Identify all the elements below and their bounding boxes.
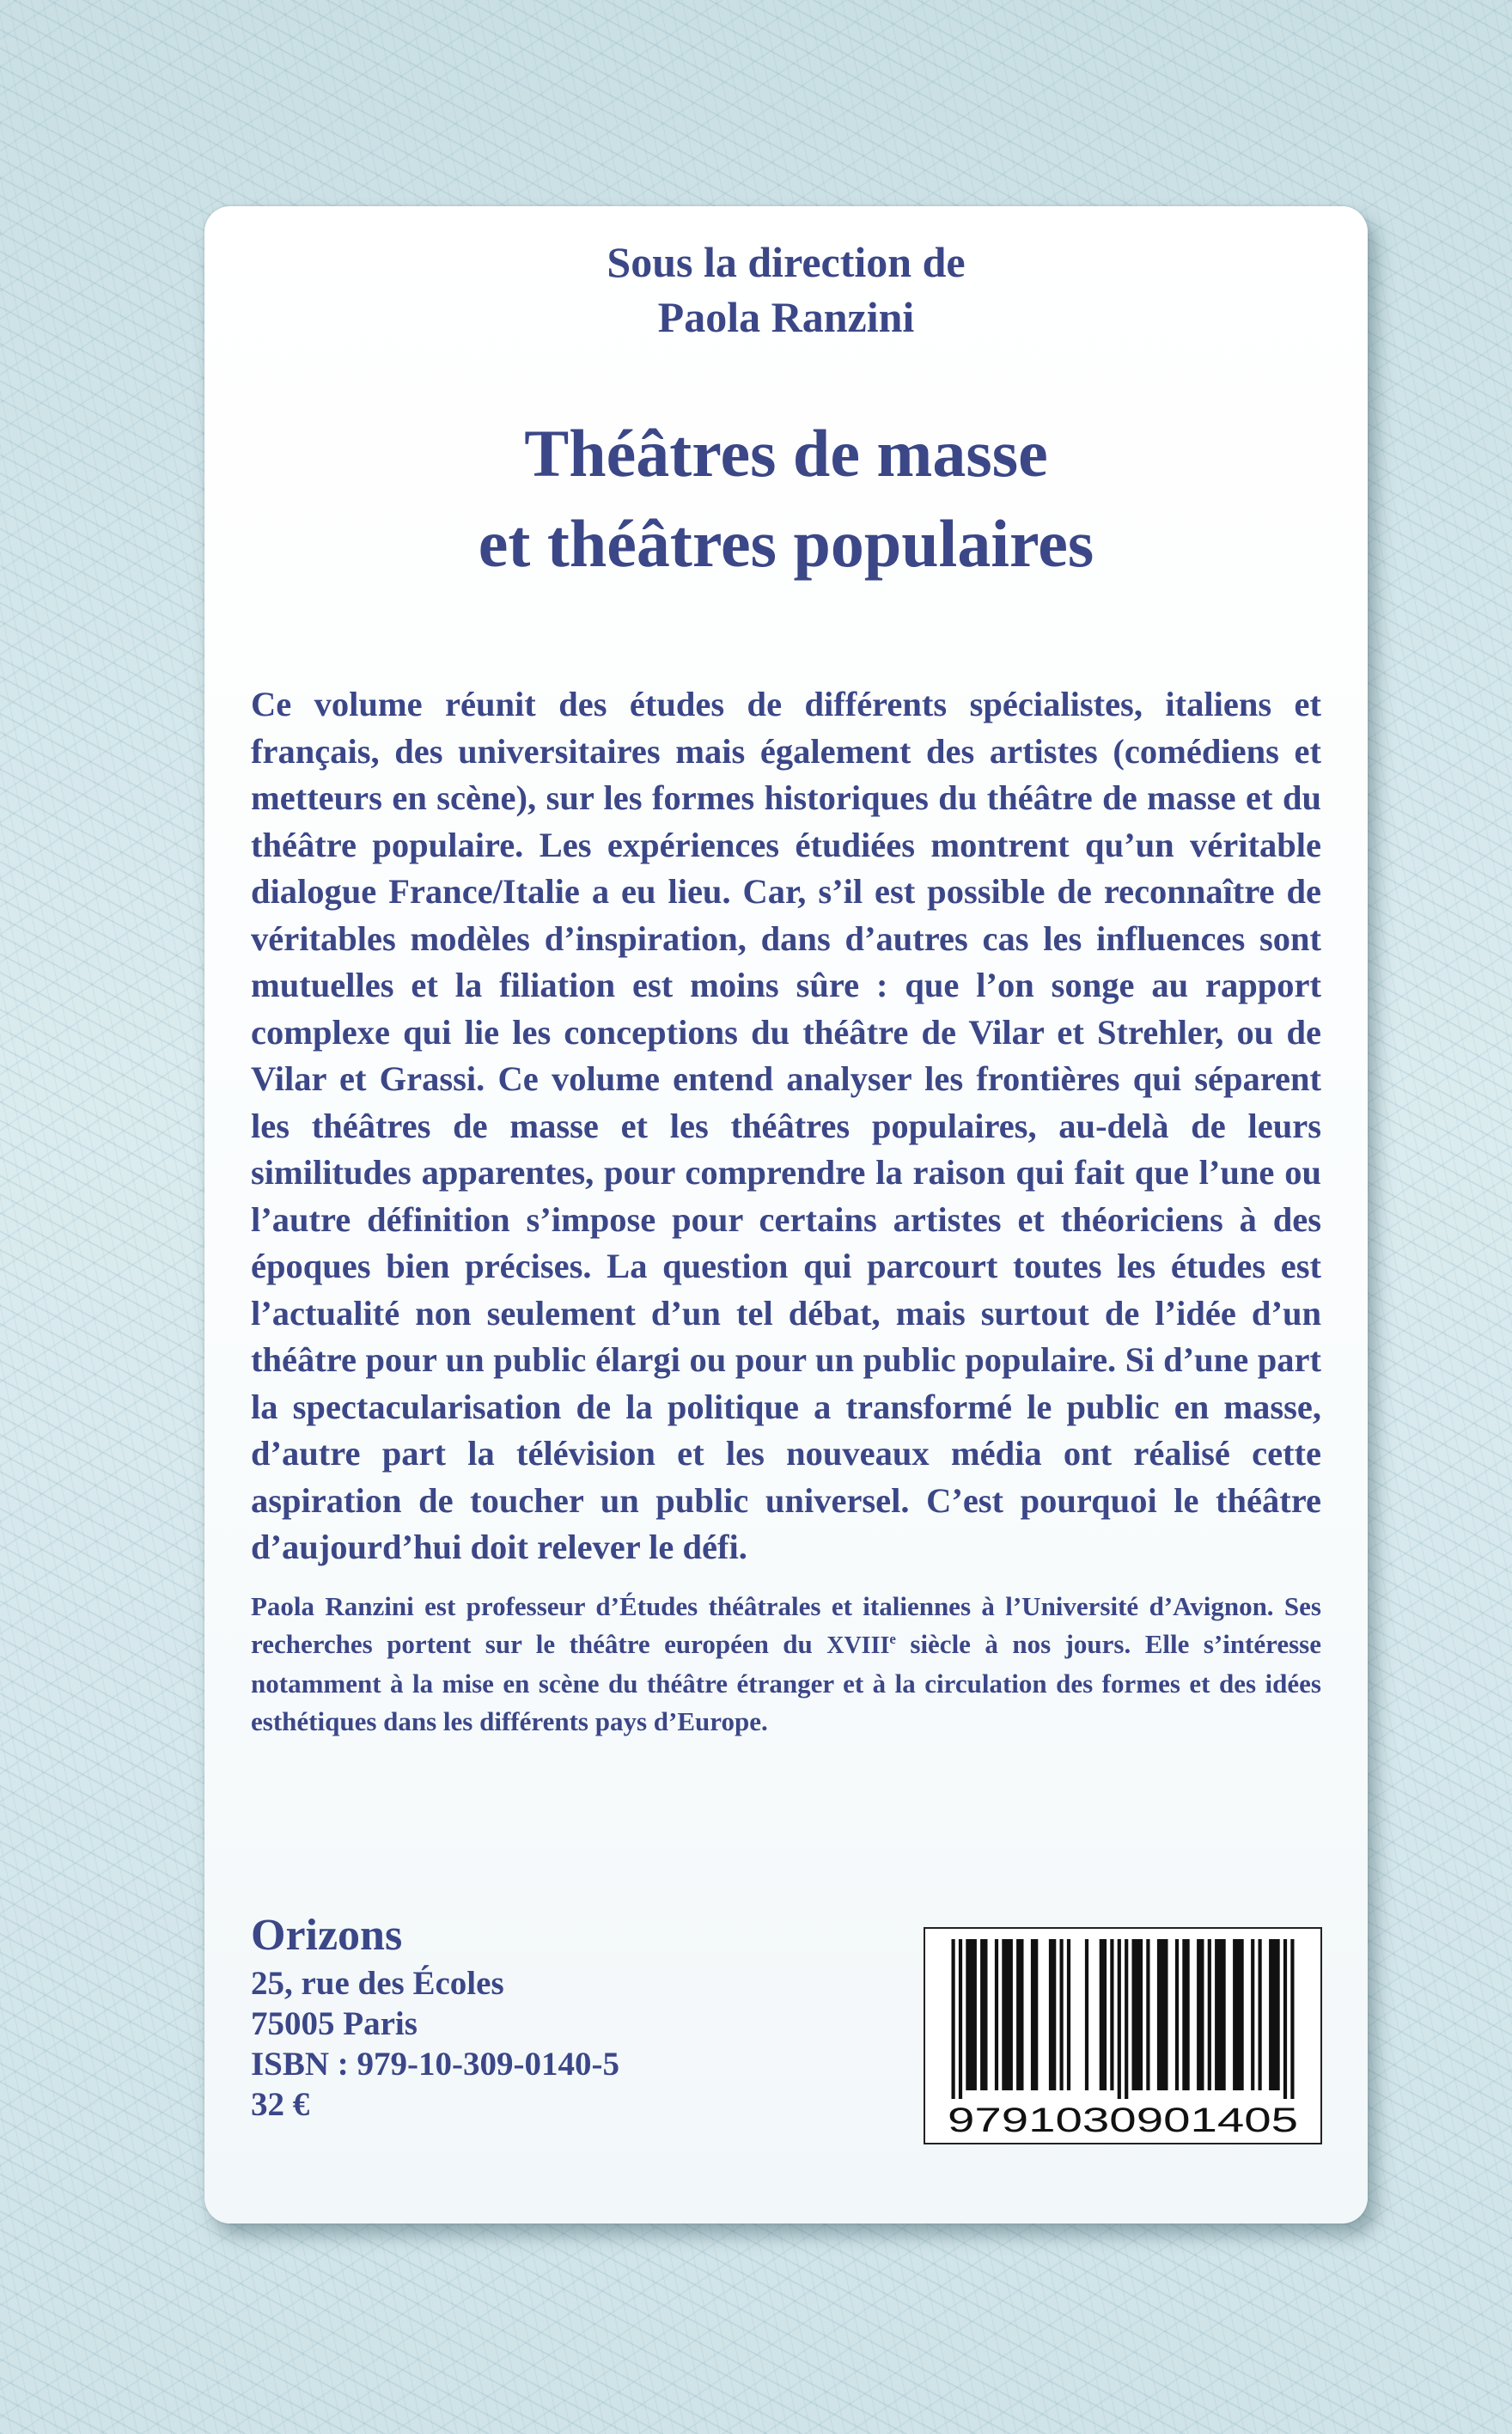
barcode-graphic (925, 1929, 1320, 2143)
barcode-bars (952, 1939, 1295, 2099)
barcode-bar (1125, 1939, 1128, 2099)
barcode (924, 1927, 1322, 2144)
barcode-digits: 9791030901405 (948, 2102, 1298, 2139)
barcode-bar (1146, 1939, 1149, 2090)
isbn: ISBN : 979-10-309-0140-5 (251, 2046, 619, 2083)
barcode-bar (1085, 1939, 1088, 2090)
publisher-street: 25, rue des Écoles (251, 1965, 504, 2002)
barcode-bar (1175, 1939, 1179, 2090)
price: 32 € (251, 2086, 310, 2123)
barcode-bar (1251, 1939, 1254, 2090)
author-bio-century-suffix: e (889, 1631, 896, 1647)
barcode-bar (1067, 1939, 1070, 2090)
editor-label: Sous la direction de (607, 238, 966, 286)
barcode-bar (995, 1939, 998, 2090)
barcode-bar (1283, 1939, 1287, 2099)
book-title (204, 408, 1368, 589)
barcode-bar (1182, 1939, 1189, 2090)
barcode-bar (1049, 1939, 1056, 2090)
book-description: Ce volume réunit des études de différents spécialistes, italiens et français, des universitaires mais également des artistes (comédiens et metteurs en scène), sur les formes historiques du théâtre de masse et du théâtre populaire. Les expériences étudiées montrent qu’un véritable dialogue France/Italie a eu lieu. Car, s’il est possible de reconnaître de véritables modèles d’inspiration, dans d’autres cas les influences sont mutuelles et la filiation est moins sûre : que l’on songe au rapport complexe qui lie les conceptions du théâtre de Vilar et Strehler, ou de Vilar et Grassi. Ce volume entend analyser les frontières qui séparent les théâtres de masse et les théâtres populaires, au-delà de leurs similitudes apparentes, pour comprendre la raison qui fait que l’une ou l’autre définition s’impose pour certains artistes et théoriciens à des époques bien précises. La question qui parcourt toutes les études est l’actualité non seulement d’un tel débat, mais surtout de l’idée d’un théâtre pour un public élargi ou pour un public populaire. Si d’une part la spectacularisation de la politique a transformé le public en masse, d’autre part la télévision et les nouveaux média ont réalisé cette aspiration de toucher un public universel. C’est pourquoi le théâtre d’aujourd’hui doit relever le défi. (251, 685, 1321, 1566)
barcode-bar (1100, 1939, 1107, 2090)
barcode-bar (966, 1939, 977, 2090)
barcode-bar (1208, 1939, 1211, 2090)
book-title-line-2: et théâtres populaires (478, 506, 1094, 581)
barcode-bar (1269, 1939, 1280, 2090)
barcode-bar (952, 1939, 955, 2099)
barcode-bar (959, 1939, 962, 2099)
editor-name: Paola Ranzini (657, 293, 915, 341)
barcode-bar (1215, 1939, 1226, 2090)
editor-credit (204, 235, 1368, 345)
barcode-bar (1233, 1939, 1244, 2090)
barcode-bar (1197, 1939, 1204, 2090)
author-bio (251, 1588, 1321, 1741)
publisher-name: Orizons (251, 1911, 403, 1960)
barcode-bar (1110, 1939, 1113, 2090)
book-title-line-1: Théâtres de masse (524, 416, 1048, 491)
barcode-bar (1031, 1939, 1038, 2090)
barcode-bar (1060, 1939, 1064, 2090)
barcode-bar (1118, 1939, 1121, 2099)
barcode-bar (1259, 1939, 1262, 2090)
barcode-bar (980, 1939, 987, 2090)
back-cover-panel (204, 206, 1368, 2224)
author-bio-text-start: Paola Ranzini est professeur d’Études théâtrales et italiennes à l’Université d’Avignon. Ses recherches portent sur le théâtre européen du (251, 1591, 1321, 1659)
author-bio-century: XVIII (826, 1632, 890, 1659)
barcode-bar (1157, 1939, 1168, 2090)
publisher-city: 75005 Paris (251, 2005, 418, 2042)
barcode-bar (1132, 1939, 1143, 2090)
publisher-block (251, 1910, 619, 2125)
barcode-bar (1290, 1939, 1294, 2099)
barcode-bar (1016, 1939, 1023, 2090)
barcode-bar (1002, 1939, 1013, 2090)
author-bio-text-end: siècle à nos jours. Elle s’intéresse notamment à la mise en scène du théâtre étranger et à la circulation des formes et des idées esthétiques dans les différents pays d’Europe. (251, 1629, 1321, 1736)
